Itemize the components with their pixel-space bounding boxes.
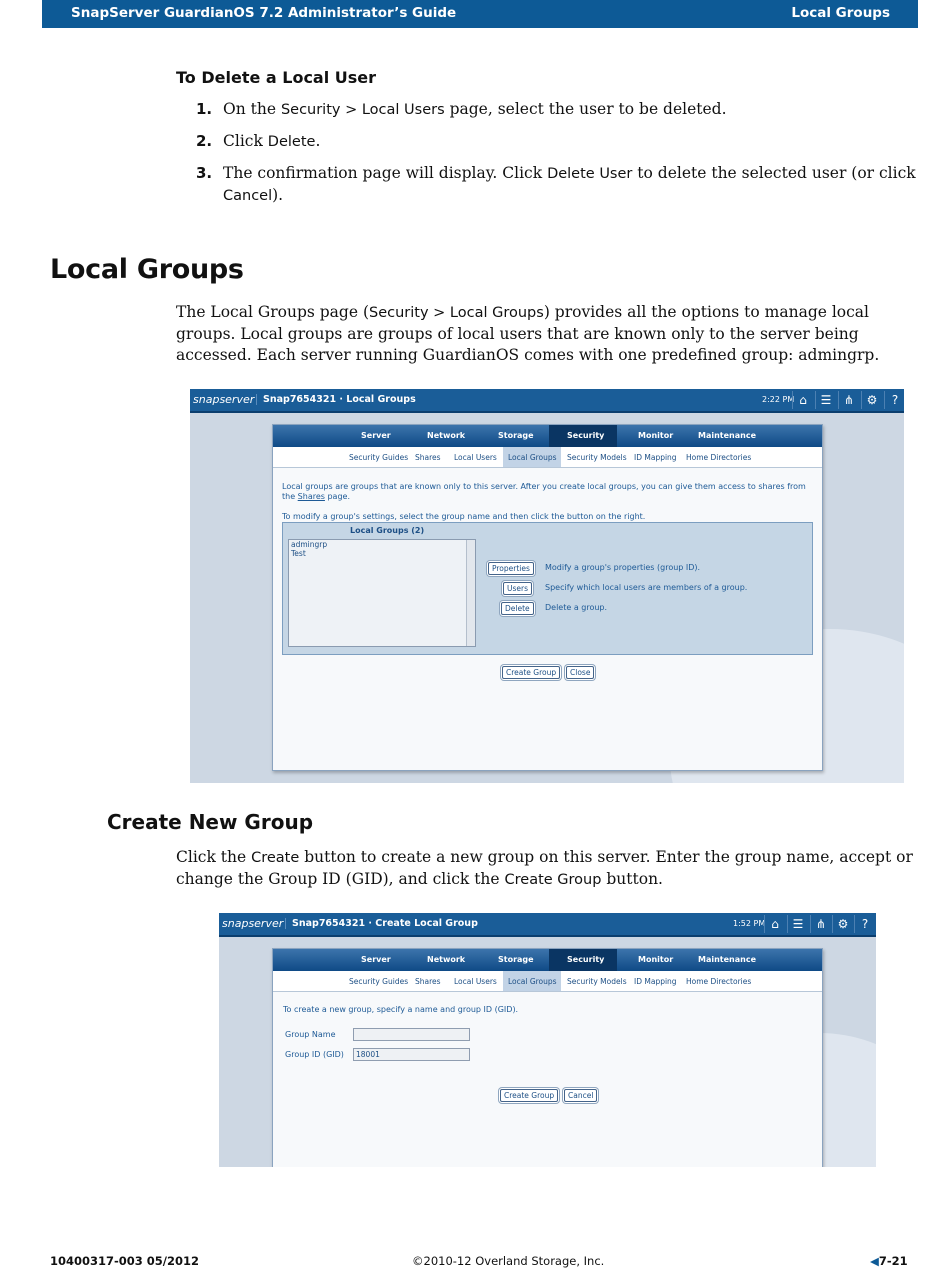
- step-text: page, select the user to be deleted.: [444, 100, 727, 118]
- group-id-input[interactable]: 18001: [353, 1048, 470, 1061]
- drives-icon[interactable]: ☰: [815, 391, 836, 409]
- nav-monitor[interactable]: Monitor: [638, 955, 674, 964]
- nav-storage[interactable]: Storage: [498, 955, 534, 964]
- delete-button[interactable]: Delete: [501, 602, 534, 615]
- close-button[interactable]: Close: [566, 666, 594, 679]
- step-text: .: [315, 132, 321, 150]
- subnav-shares[interactable]: Shares: [415, 453, 441, 462]
- subnav-local-groups[interactable]: Local Groups: [508, 453, 557, 462]
- footer-page-number: [870, 1254, 908, 1268]
- main-nav: [273, 949, 822, 971]
- step-1: [176, 99, 916, 121]
- para-text: The Local Groups page (: [176, 303, 369, 321]
- subnav-local-groups[interactable]: Local Groups: [508, 977, 557, 986]
- shares-link[interactable]: Shares: [297, 492, 325, 501]
- sub-nav: [273, 971, 822, 992]
- network-icon[interactable]: ⋔: [810, 915, 831, 933]
- ui-term: Security > Local Users: [280, 102, 445, 118]
- step-number: 3.: [196, 164, 213, 182]
- group-listbox[interactable]: [288, 539, 476, 647]
- ui-term: Delete: [267, 134, 316, 150]
- subnav-shares[interactable]: Shares: [415, 977, 441, 986]
- nav-storage[interactable]: Storage: [498, 431, 534, 440]
- step-text: ).: [272, 186, 284, 204]
- list-item[interactable]: Test: [291, 549, 306, 558]
- step-number: 1.: [196, 100, 213, 118]
- ui-term: Create Group: [504, 872, 602, 888]
- subnav-id-mapping[interactable]: ID Mapping: [634, 977, 677, 986]
- intro-text: page.: [324, 492, 351, 501]
- subnav-security-guides[interactable]: Security Guides: [349, 453, 409, 462]
- header-guide-title: SnapServer GuardianOS 7.2 Administrator’s Guide: [71, 5, 457, 21]
- gear-icon[interactable]: ⚙: [832, 915, 853, 933]
- logo-text-b: server: [248, 917, 284, 930]
- network-icon[interactable]: ⋔: [838, 391, 859, 409]
- main-nav: [273, 425, 822, 447]
- para-text: Click the: [176, 848, 252, 866]
- box-title: Local Groups (2): [350, 526, 425, 535]
- intro-text-line2: [282, 492, 350, 501]
- app-title-bar: [219, 913, 876, 937]
- subnav-local-users[interactable]: Local Users: [454, 453, 497, 462]
- window-title: Snap7654321 · Local Groups: [256, 394, 416, 405]
- group-name-input[interactable]: [353, 1028, 470, 1041]
- nav-maintenance[interactable]: Maintenance: [698, 431, 757, 440]
- nav-network[interactable]: Network: [427, 955, 466, 964]
- local-groups-paragraph: [176, 302, 916, 366]
- nav-maintenance[interactable]: Maintenance: [698, 955, 757, 964]
- snapserver-logo: [222, 917, 283, 930]
- para-text: button.: [601, 870, 663, 888]
- create-group-button[interactable]: Create Group: [502, 666, 560, 679]
- help-icon[interactable]: ?: [854, 915, 875, 933]
- subnav-local-users[interactable]: Local Users: [454, 977, 497, 986]
- nav-server[interactable]: Server: [361, 955, 391, 964]
- nav-security[interactable]: Security: [567, 431, 605, 440]
- subnav-home-directories[interactable]: Home Directories: [686, 977, 752, 986]
- delete-description: Delete a group.: [545, 603, 608, 612]
- ui-term: Delete User: [547, 166, 633, 182]
- section-title-local-groups: Local Groups: [50, 254, 244, 285]
- content-panel: [272, 424, 823, 771]
- running-header: [42, 0, 918, 28]
- screenshot-local-groups: [190, 389, 904, 783]
- intro-text: Local groups are groups that are known only to this server. After you create local groups, you can give them access to shares from: [282, 482, 806, 491]
- section-title-create-new-group: Create New Group: [107, 810, 314, 834]
- home-icon[interactable]: ⌂: [792, 391, 813, 409]
- back-arrow-icon[interactable]: ◀: [870, 1254, 879, 1268]
- gear-icon[interactable]: ⚙: [861, 391, 882, 409]
- step-number: 2.: [196, 132, 213, 150]
- nav-security[interactable]: Security: [567, 955, 605, 964]
- group-id-label: Group ID (GID): [285, 1050, 344, 1059]
- ui-term: Create: [251, 850, 300, 866]
- snapserver-logo: [193, 393, 254, 406]
- intro-text: To create a new group, specify a name and group ID (GID).: [283, 1005, 519, 1014]
- list-item[interactable]: admingrp: [291, 540, 328, 549]
- ui-term: Cancel: [223, 188, 273, 204]
- create-group-button[interactable]: Create Group: [500, 1089, 558, 1102]
- header-section-title: Local Groups: [791, 5, 890, 21]
- page-number: 7-21: [878, 1254, 908, 1268]
- intro-text: the: [282, 492, 298, 501]
- properties-button[interactable]: Properties: [488, 562, 534, 575]
- clock: 1:52 PM: [733, 919, 766, 928]
- users-description: Specify which local users are members of a group.: [545, 583, 748, 592]
- help-icon[interactable]: ?: [884, 391, 904, 409]
- local-groups-box: [282, 522, 813, 655]
- nav-network[interactable]: Network: [427, 431, 466, 440]
- footer-doc-number: 10400317-003 05/2012: [50, 1254, 200, 1268]
- subnav-id-mapping[interactable]: ID Mapping: [634, 453, 677, 462]
- step-3: [176, 163, 916, 207]
- subnav-security-guides[interactable]: Security Guides: [349, 977, 409, 986]
- para-text: button to create a new group on this server. Enter the group name, accept or change the Group ID (GID), and click the: [176, 848, 913, 888]
- footer-copyright: ©2010-12 Overland Storage, Inc.: [412, 1254, 605, 1268]
- drives-icon[interactable]: ☰: [787, 915, 808, 933]
- subnav-security-models[interactable]: Security Models: [567, 977, 627, 986]
- content-panel: [272, 948, 823, 1167]
- clock: 2:22 PM: [762, 395, 795, 404]
- step-2: [176, 131, 916, 153]
- screenshot-create-local-group: [219, 913, 876, 1167]
- step-text: Click: [223, 132, 268, 150]
- logo-text-b: server: [219, 393, 255, 406]
- ui-term: Security > Local Groups: [369, 305, 544, 321]
- step-text: On the: [223, 100, 281, 118]
- delete-user-steps: [176, 99, 916, 217]
- subnav-security-models[interactable]: Security Models: [567, 453, 627, 462]
- logo-text-a: snap: [222, 917, 249, 930]
- cancel-button[interactable]: Cancel: [564, 1089, 597, 1102]
- step-text: to delete the selected user (or click: [632, 164, 916, 182]
- sub-nav: [273, 447, 822, 468]
- para-text: ) provides all the options to manage local groups. Local groups are groups of local users that are known only to the server being accessed. Each server running GuardianOS comes with one predefined group: admingrp.: [176, 303, 880, 364]
- logo-text-a: snap: [193, 393, 220, 406]
- home-icon[interactable]: ⌂: [764, 915, 785, 933]
- nav-monitor[interactable]: Monitor: [638, 431, 674, 440]
- nav-server[interactable]: Server: [361, 431, 391, 440]
- subnav-home-directories[interactable]: Home Directories: [686, 453, 752, 462]
- delete-user-heading: To Delete a Local User: [176, 68, 377, 87]
- step-text: The confirmation page will display. Click: [223, 164, 548, 182]
- group-name-label: Group Name: [285, 1030, 336, 1039]
- instruction-text: To modify a group's settings, select the group name and then click the button on the right.: [282, 512, 646, 521]
- app-title-bar: [190, 389, 904, 413]
- properties-description: Modify a group's properties (group ID).: [545, 563, 701, 572]
- users-button[interactable]: Users: [503, 582, 532, 595]
- create-group-paragraph: [176, 847, 918, 891]
- window-title: Snap7654321 · Create Local Group: [285, 918, 478, 929]
- list-scrollbar[interactable]: [466, 540, 475, 646]
